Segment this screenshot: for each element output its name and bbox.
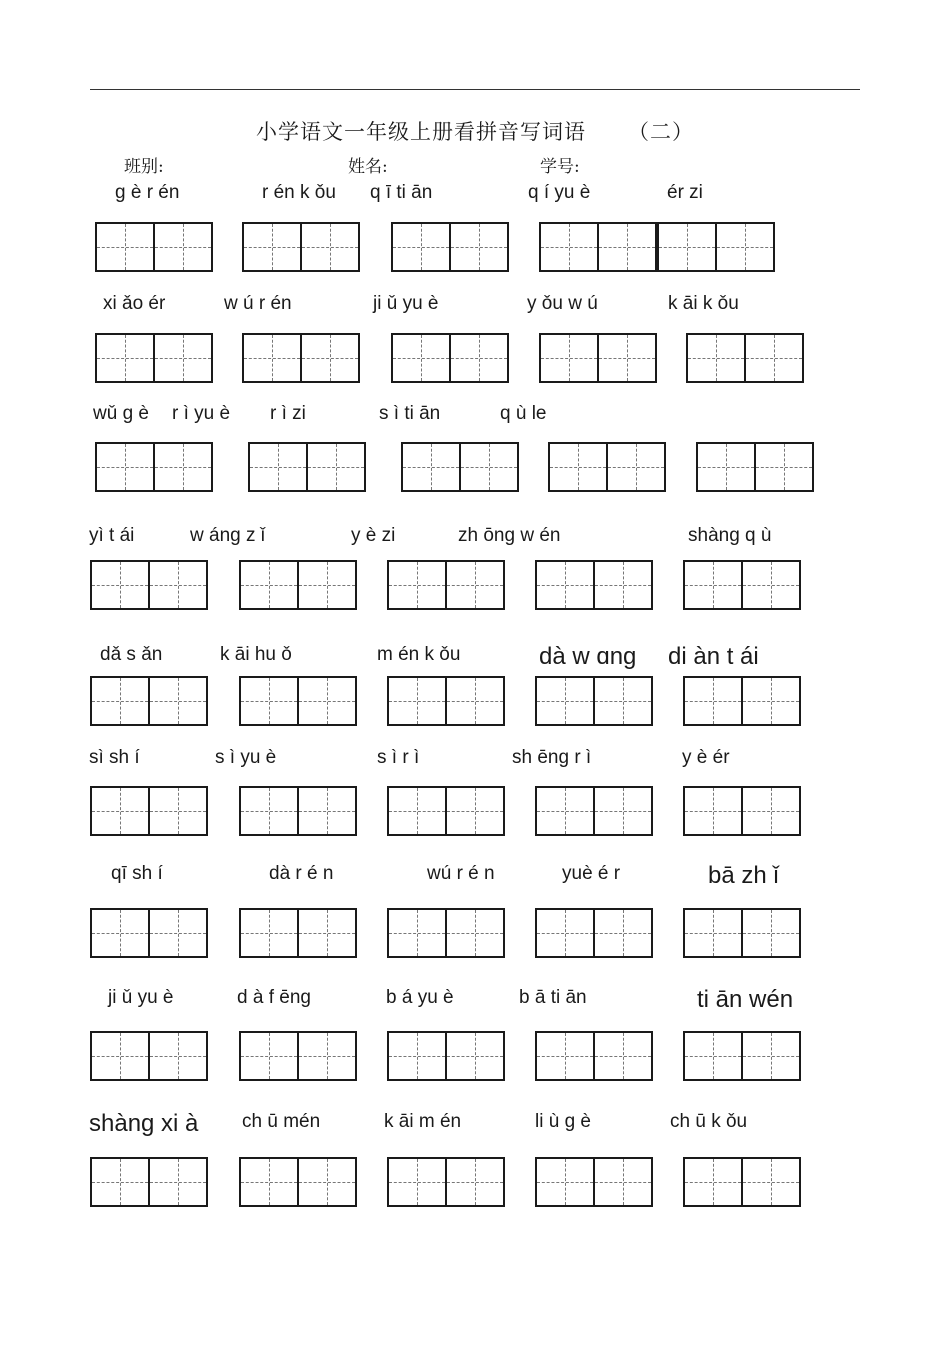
writing-cell[interactable] [391, 333, 451, 383]
writing-cell[interactable] [297, 560, 357, 610]
writing-cell[interactable] [539, 333, 599, 383]
pinyin-label: s ì yu è [215, 747, 277, 768]
writing-cell[interactable] [300, 222, 360, 272]
writing-cell[interactable] [683, 786, 743, 836]
pinyin-label: g è r én [115, 182, 180, 203]
writing-cell[interactable] [148, 1157, 208, 1207]
writing-cell[interactable] [715, 222, 775, 272]
writing-cell[interactable] [535, 676, 595, 726]
writing-cell[interactable] [90, 1157, 150, 1207]
writing-cell[interactable] [459, 442, 519, 492]
pinyin-label: ti ān wén [697, 986, 794, 1013]
writing-cell[interactable] [593, 1157, 653, 1207]
writing-cell[interactable] [90, 786, 150, 836]
writing-cell[interactable] [90, 560, 150, 610]
writing-cell[interactable] [445, 560, 505, 610]
writing-cell[interactable] [593, 560, 653, 610]
writing-cell[interactable] [297, 786, 357, 836]
writing-cell[interactable] [539, 222, 599, 272]
writing-cell[interactable] [387, 786, 447, 836]
writing-cell[interactable] [297, 1031, 357, 1081]
writing-cell[interactable] [741, 676, 801, 726]
writing-cell[interactable] [153, 442, 213, 492]
writing-cell[interactable] [153, 333, 213, 383]
writing-cell[interactable] [593, 908, 653, 958]
writing-cell[interactable] [297, 908, 357, 958]
writing-cell[interactable] [686, 333, 746, 383]
pinyin-label: r én k ǒu [262, 182, 336, 203]
writing-cell[interactable] [153, 222, 213, 272]
writing-cell[interactable] [300, 333, 360, 383]
pinyin-label: dà w ɑng [539, 643, 637, 670]
writing-cell[interactable] [597, 222, 657, 272]
writing-cell[interactable] [239, 1031, 299, 1081]
writing-cell[interactable] [306, 442, 366, 492]
writing-cell[interactable] [445, 676, 505, 726]
pinyin-label: w ú r én [224, 293, 292, 314]
writing-cell[interactable] [683, 560, 743, 610]
writing-cell[interactable] [535, 1157, 595, 1207]
pinyin-label: ji ǔ yu è [373, 293, 439, 314]
writing-cell[interactable] [593, 786, 653, 836]
writing-cell[interactable] [387, 1157, 447, 1207]
pinyin-label: xi ǎo ér [103, 293, 166, 314]
pinyin-label: shàng xi à [89, 1110, 199, 1137]
writing-cell[interactable] [90, 676, 150, 726]
writing-cell[interactable] [148, 786, 208, 836]
writing-cell[interactable] [148, 560, 208, 610]
pinyin-label: q ù le [500, 403, 547, 424]
pinyin-label: r ì zi [270, 403, 306, 424]
pinyin-label: ch ū k ǒu [670, 1111, 748, 1132]
writing-cell[interactable] [683, 908, 743, 958]
pinyin-label: li ù g è [535, 1111, 591, 1132]
writing-cell[interactable] [445, 1031, 505, 1081]
pinyin-label: yì t ái [89, 525, 135, 546]
writing-cell[interactable] [445, 1157, 505, 1207]
writing-cell[interactable] [741, 1157, 801, 1207]
writing-cell[interactable] [593, 1031, 653, 1081]
writing-cell[interactable] [239, 1157, 299, 1207]
writing-cell[interactable] [148, 908, 208, 958]
pinyin-label: di àn t ái [668, 643, 759, 670]
writing-cell[interactable] [741, 908, 801, 958]
writing-cell[interactable] [535, 786, 595, 836]
writing-cell[interactable] [683, 676, 743, 726]
pinyin-label: y è zi [351, 525, 396, 546]
writing-cell[interactable] [95, 222, 155, 272]
writing-cell[interactable] [606, 442, 666, 492]
pinyin-label: k āi m én [384, 1111, 462, 1132]
pinyin-label: d à f ēng [237, 987, 311, 1008]
title-text: 小学语文一年级上册看拼音写词语 [256, 120, 586, 144]
pinyin-label: k āi k ǒu [668, 293, 739, 314]
writing-cell[interactable] [401, 442, 461, 492]
writing-cell[interactable] [535, 560, 595, 610]
title-number: （二） [628, 120, 694, 144]
writing-cell[interactable] [754, 442, 814, 492]
pinyin-label: yuè é r [562, 863, 621, 884]
writing-cell[interactable] [239, 908, 299, 958]
worksheet-title [0, 116, 950, 146]
writing-cell[interactable] [741, 1031, 801, 1081]
pinyin-label: sh ēng r ì [512, 747, 592, 768]
pinyin-label: q í yu è [528, 182, 591, 203]
writing-cell[interactable] [148, 676, 208, 726]
pinyin-label: m én k ǒu [377, 644, 461, 665]
writing-cell[interactable] [297, 1157, 357, 1207]
header-rule [90, 89, 860, 90]
pinyin-label: ér zi [667, 182, 703, 203]
writing-cell[interactable] [449, 333, 509, 383]
writing-cell[interactable] [387, 560, 447, 610]
pinyin-label: dà r é n [269, 863, 334, 884]
class-label: 班别: [124, 157, 164, 177]
writing-cell[interactable] [548, 442, 608, 492]
writing-cell[interactable] [239, 786, 299, 836]
writing-cell[interactable] [95, 442, 155, 492]
writing-cell[interactable] [535, 1031, 595, 1081]
pinyin-label: ji ǔ yu è [108, 987, 174, 1008]
writing-cell[interactable] [683, 1157, 743, 1207]
name-label: 姓名: [348, 157, 388, 177]
writing-cell[interactable] [387, 1031, 447, 1081]
pinyin-label: y ǒu w ú [527, 293, 598, 314]
writing-cell[interactable] [387, 676, 447, 726]
writing-cell[interactable] [391, 222, 451, 272]
writing-cell[interactable] [248, 442, 308, 492]
writing-cell[interactable] [696, 442, 756, 492]
pinyin-label: bā zh ǐ [708, 862, 779, 889]
writing-cell[interactable] [741, 786, 801, 836]
writing-cell[interactable] [239, 560, 299, 610]
pinyin-label: b ā ti ān [519, 987, 587, 1008]
pinyin-label: sì sh í [89, 747, 140, 768]
pinyin-label: y è ér [682, 747, 730, 768]
writing-cell[interactable] [657, 222, 717, 272]
pinyin-label: k āi hu ǒ [220, 644, 292, 665]
pinyin-label: dǎ s ǎn [100, 644, 163, 665]
writing-cell[interactable] [741, 560, 801, 610]
pinyin-label: shàng q ù [688, 525, 772, 546]
writing-cell[interactable] [242, 222, 302, 272]
pinyin-label: ch ū mén [242, 1111, 321, 1132]
writing-cell[interactable] [148, 1031, 208, 1081]
pinyin-label: q ī ti ān [370, 182, 433, 203]
pinyin-label: s ì r ì [377, 747, 420, 768]
writing-cell[interactable] [449, 222, 509, 272]
pinyin-label: r ì yu è [172, 403, 231, 424]
pinyin-label: zh ōng w én [458, 525, 561, 546]
pinyin-label: s ì ti ān [379, 403, 441, 424]
pinyin-label: qī sh í [111, 863, 163, 884]
writing-cell[interactable] [445, 908, 505, 958]
student-id-label: 学号: [540, 157, 580, 177]
writing-cell[interactable] [744, 333, 804, 383]
writing-cell[interactable] [535, 908, 595, 958]
writing-cell[interactable] [387, 908, 447, 958]
writing-cell[interactable] [90, 908, 150, 958]
pinyin-label: wǔ g è [93, 403, 149, 424]
pinyin-label: wú r é n [427, 863, 495, 884]
writing-cell[interactable] [242, 333, 302, 383]
pinyin-label: b á yu è [386, 987, 454, 1008]
writing-cell[interactable] [239, 676, 299, 726]
writing-cell[interactable] [597, 333, 657, 383]
pinyin-label: w áng z ǐ [190, 525, 265, 546]
writing-cell[interactable] [90, 1031, 150, 1081]
writing-cell[interactable] [593, 676, 653, 726]
writing-cell[interactable] [445, 786, 505, 836]
writing-cell[interactable] [683, 1031, 743, 1081]
writing-cell[interactable] [297, 676, 357, 726]
writing-cell[interactable] [95, 333, 155, 383]
